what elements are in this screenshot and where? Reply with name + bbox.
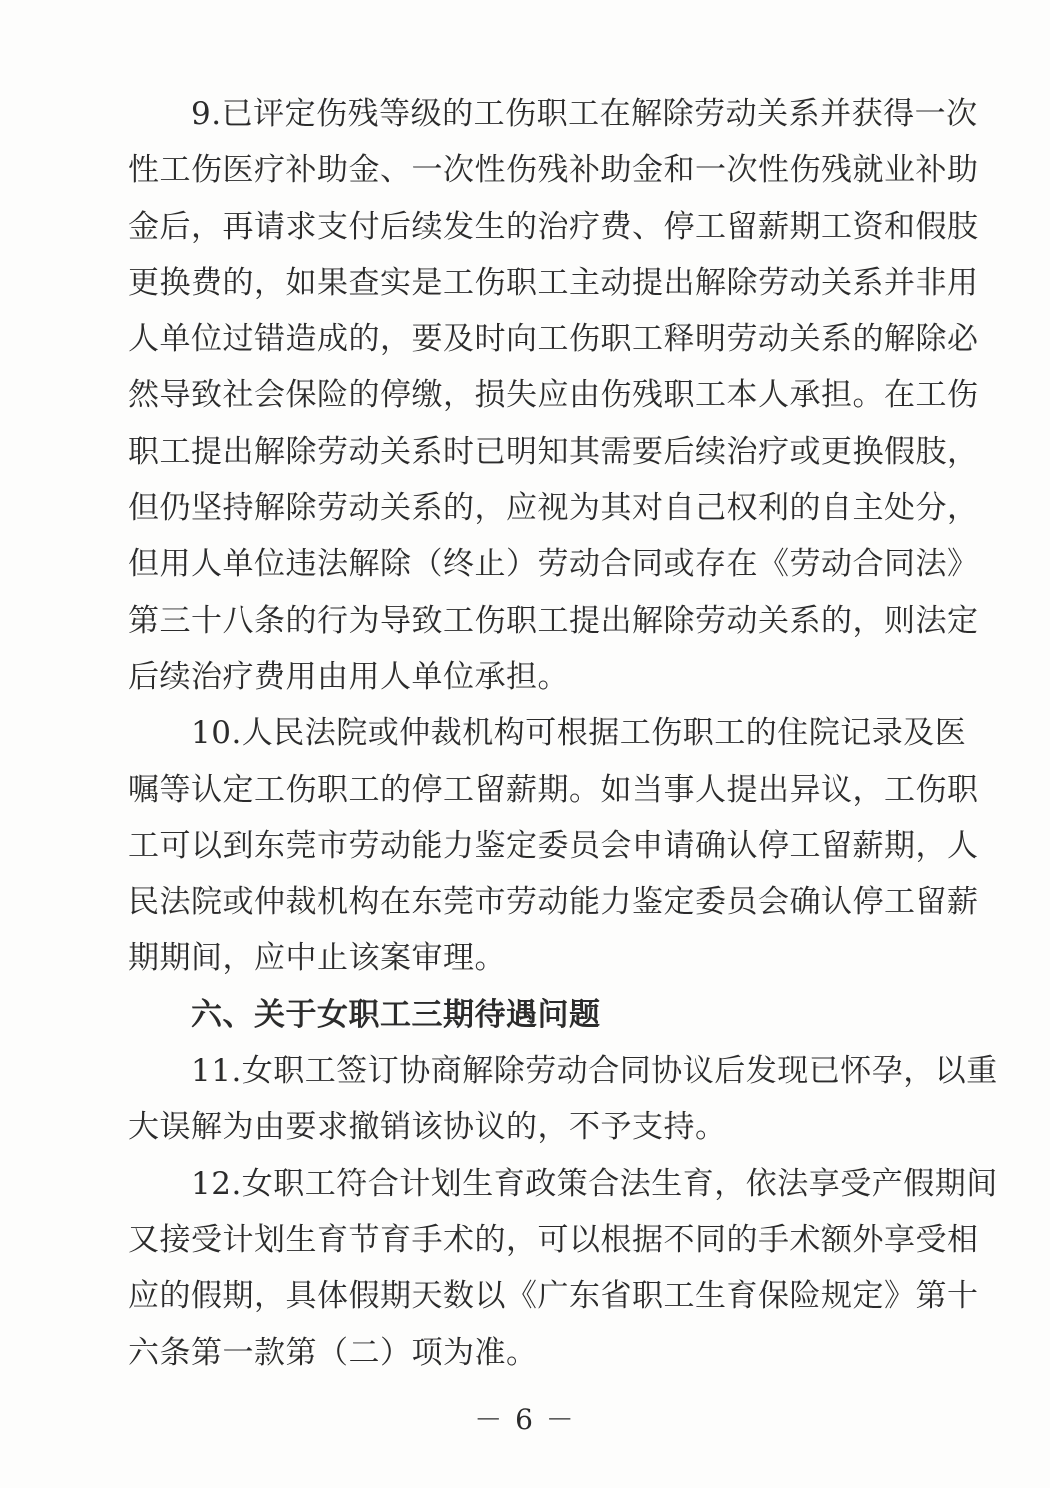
- text-line: 六条第一款第（二）项为准。: [128, 1334, 538, 1371]
- text-line: 人单位过错造成的，要及时向工伤职工释明劳动关系的解除必: [128, 321, 979, 358]
- text-line: 12.女职工符合计划生育政策合法生育，依法享受产假期间: [191, 1165, 998, 1202]
- text-line: 9.已评定伤残等级的工伤职工在解除劳动关系并获得一次: [191, 96, 978, 132]
- text-line: 但仍坚持解除劳动关系的，应视为其对自己权利的自主处分，: [128, 490, 979, 527]
- page-number: － 6 －: [474, 1403, 576, 1436]
- text-line: 职工提出解除劳动关系时已明知其需要后续治疗或更换假肢，: [128, 433, 979, 470]
- section-heading: [128, 987, 950, 1043]
- text-line: 性工伤医疗补助金、一次性伤残补助金和一次性伤残就业补助: [128, 152, 979, 189]
- text-line: 嘱等认定工伤职工的停工留薪期。如当事人提出异议，工伤职: [128, 771, 979, 808]
- text-line: 然导致社会保险的停缴，损失应由伤残职工本人承担。在工伤: [128, 377, 979, 414]
- text-line: 第三十八条的行为导致工伤职工提出解除劳动关系的，则法定: [128, 602, 979, 639]
- text-line: 11.女职工签订协商解除劳动合同协议后发现已怀孕，以重: [191, 1053, 998, 1090]
- document-body: [128, 86, 998, 1381]
- text-line: 期期间，应中止该案审理。: [128, 940, 506, 977]
- text-line: 民法院或仲裁机构在东莞市劳动能力鉴定委员会确认停工留薪: [128, 884, 979, 921]
- paragraph-item-11: [128, 1043, 998, 1156]
- text-line: 工可以到东莞市劳动能力鉴定委员会申请确认停工留薪期，人: [128, 827, 979, 864]
- text-line: 但用人单位违法解除（终止）劳动合同或存在《劳动合同法》: [128, 546, 979, 583]
- text-line: 更换费的，如果查实是工伤职工主动提出解除劳动关系并非用: [128, 264, 979, 301]
- text-line: 大误解为由要求撤销该协议的，不予支持。: [128, 1109, 727, 1146]
- paragraph-item-12: [128, 1156, 998, 1381]
- text-line: 10.人民法院或仲裁机构可根据工伤职工的住院记录及医: [191, 715, 967, 752]
- paragraph-item-9: [128, 86, 979, 705]
- text-line: 后续治疗费用由用人单位承担。: [128, 658, 569, 695]
- paragraph-item-10: [128, 705, 979, 986]
- text-line: 金后，再请求支付后续发生的治疗费、停工留薪期工资和假肢: [128, 208, 979, 245]
- section-6-heading: 六、关于女职工三期待遇问题: [191, 996, 601, 1033]
- text-line: 又接受计划生育节育手术的，可以根据不同的手术额外享受相: [128, 1221, 979, 1258]
- text-line: 应的假期，具体假期天数以《广东省职工生育保险规定》第十: [128, 1278, 979, 1315]
